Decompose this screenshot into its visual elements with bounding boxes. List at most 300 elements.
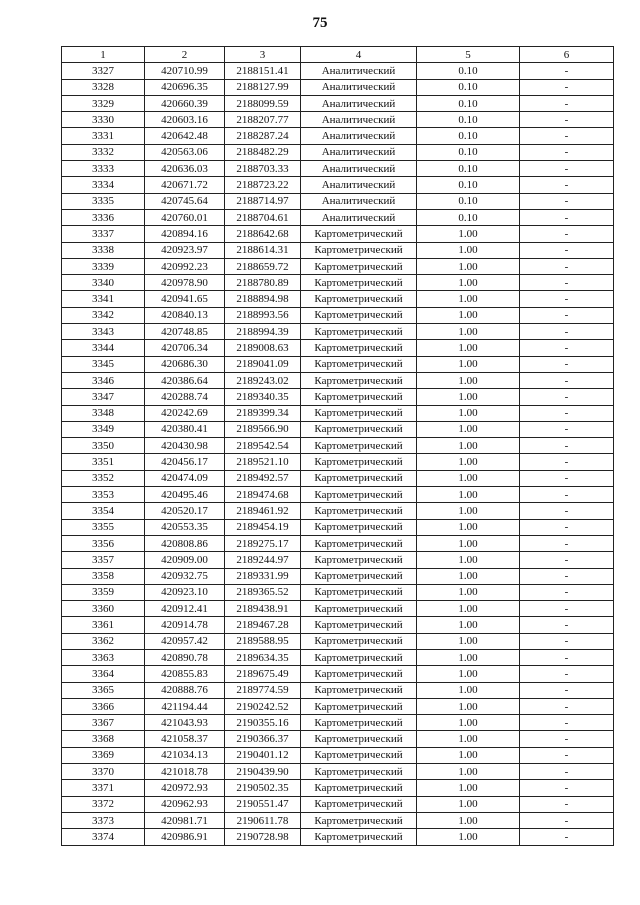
table-row [62,79,614,95]
table-cell: 2190502.35 [225,780,301,796]
table-cell: Картометрический [301,291,417,307]
table-row [62,128,614,144]
table-row [62,764,614,780]
table-cell: 1.00 [417,601,520,617]
table-cell: 2190728.98 [225,829,301,845]
table-row [62,405,614,421]
table-cell: - [520,796,614,812]
table-cell: Картометрический [301,454,417,470]
table-cell: - [520,470,614,486]
table-cell: - [520,731,614,747]
table-row [62,454,614,470]
table-cell: 2188127.99 [225,79,301,95]
table-cell: 3374 [62,829,145,845]
table-cell: - [520,324,614,340]
table-cell: 420706.34 [145,340,225,356]
column-header: 4 [301,47,417,63]
table-cell: - [520,209,614,225]
table-cell: 1.00 [417,389,520,405]
table-cell: 1.00 [417,812,520,828]
table-cell: 1.00 [417,617,520,633]
table-cell: 1.00 [417,715,520,731]
table-row [62,144,614,160]
table-cell: - [520,454,614,470]
table-cell: 420495.46 [145,487,225,503]
table-row [62,503,614,519]
table-cell: 2189438.91 [225,601,301,617]
table-row [62,242,614,258]
table-row [62,340,614,356]
table-row [62,112,614,128]
table-cell: Картометрический [301,649,417,665]
table-cell: 420808.86 [145,535,225,551]
table-cell: Аналитический [301,161,417,177]
table-cell: 420957.42 [145,633,225,649]
table-cell: - [520,63,614,79]
table-cell: 420553.35 [145,519,225,535]
table-cell: Картометрический [301,535,417,551]
table-cell: 420890.78 [145,649,225,665]
table-row [62,584,614,600]
table-cell: 3343 [62,324,145,340]
table-cell: 0.10 [417,63,520,79]
table-row [62,372,614,388]
table-cell: 420748.85 [145,324,225,340]
table-cell: Картометрический [301,812,417,828]
table-cell: 3348 [62,405,145,421]
table-cell: 2188723.22 [225,177,301,193]
table-cell: - [520,535,614,551]
table-cell: 3334 [62,177,145,193]
table-row [62,796,614,812]
table-row [62,389,614,405]
table-cell: 3327 [62,63,145,79]
table-cell: 420642.48 [145,128,225,144]
table-cell: Картометрический [301,796,417,812]
table-cell: - [520,193,614,209]
table-cell: 3350 [62,438,145,454]
table-row [62,421,614,437]
table-cell: 1.00 [417,780,520,796]
table-cell: 3361 [62,617,145,633]
table-cell: Аналитический [301,95,417,111]
table-cell: Картометрический [301,356,417,372]
table-row [62,193,614,209]
table-cell: - [520,503,614,519]
table-cell: - [520,372,614,388]
table-row [62,731,614,747]
table-cell: 2189588.95 [225,633,301,649]
table-cell: 1.00 [417,519,520,535]
table-cell: 3363 [62,649,145,665]
table-cell: 3371 [62,780,145,796]
table-cell: 3333 [62,161,145,177]
table-cell: 2189365.52 [225,584,301,600]
table-cell: 1.00 [417,698,520,714]
table-row [62,95,614,111]
table-cell: 1.00 [417,372,520,388]
table-cell: 3353 [62,487,145,503]
table-cell: 420430.98 [145,438,225,454]
table-cell: Аналитический [301,112,417,128]
table-cell: - [520,666,614,682]
table-cell: - [520,79,614,95]
table-cell: 1.00 [417,796,520,812]
table-cell: Картометрический [301,242,417,258]
table-cell: Картометрический [301,405,417,421]
table-cell: 3329 [62,95,145,111]
table-cell: 2190401.12 [225,747,301,763]
table-cell: 3347 [62,389,145,405]
table-cell: 3346 [62,372,145,388]
table-cell: 3342 [62,307,145,323]
table-cell: - [520,161,614,177]
table-cell: 420909.00 [145,552,225,568]
table-cell: 2188703.33 [225,161,301,177]
table-cell: 3352 [62,470,145,486]
table-cell: 420242.69 [145,405,225,421]
table-header-row [62,47,614,63]
table-cell: - [520,340,614,356]
table-cell: 1.00 [417,324,520,340]
table-cell: Картометрический [301,324,417,340]
table-cell: 2190366.37 [225,731,301,747]
table-cell: 3373 [62,812,145,828]
table-cell: 2188993.56 [225,307,301,323]
table-cell: 3372 [62,796,145,812]
table-cell: Картометрический [301,731,417,747]
table-cell: 2189566.90 [225,421,301,437]
table-cell: 3335 [62,193,145,209]
table-cell: 3366 [62,698,145,714]
table-cell: 1.00 [417,649,520,665]
table-row [62,666,614,682]
table-cell: - [520,568,614,584]
table-row [62,63,614,79]
table-cell: 1.00 [417,503,520,519]
table-cell: Картометрический [301,584,417,600]
table-cell: Картометрический [301,552,417,568]
table-cell: - [520,242,614,258]
table-cell: 420660.39 [145,95,225,111]
table-cell: - [520,421,614,437]
table-cell: Картометрический [301,519,417,535]
table-cell: 2189331.99 [225,568,301,584]
table-cell: Картометрический [301,470,417,486]
table-cell: - [520,812,614,828]
table-cell: 420710.99 [145,63,225,79]
table-cell: 3357 [62,552,145,568]
table-cell: 1.00 [417,421,520,437]
table-cell: 2188207.77 [225,112,301,128]
table-cell: 421194.44 [145,698,225,714]
table-cell: 2190551.47 [225,796,301,812]
table-cell: 420671.72 [145,177,225,193]
table-cell: 421018.78 [145,764,225,780]
table-cell: 2188894.98 [225,291,301,307]
table-cell: 420981.71 [145,812,225,828]
table-cell: 2189041.09 [225,356,301,372]
table-cell: - [520,438,614,454]
table-cell: 420745.64 [145,193,225,209]
table-cell: 3359 [62,584,145,600]
table-row [62,487,614,503]
column-header: 5 [417,47,520,63]
table-cell: 1.00 [417,291,520,307]
table-cell: 3351 [62,454,145,470]
table-cell: Картометрический [301,421,417,437]
table-cell: - [520,112,614,128]
table-cell: 420386.64 [145,372,225,388]
table-row [62,552,614,568]
table-cell: 3358 [62,568,145,584]
table-cell: 1.00 [417,242,520,258]
table-row [62,177,614,193]
table-cell: 1.00 [417,258,520,274]
table-cell: 1.00 [417,470,520,486]
table-cell: 3330 [62,112,145,128]
table-cell: 3368 [62,731,145,747]
column-header: 2 [145,47,225,63]
table-cell: 420760.01 [145,209,225,225]
table-cell: - [520,764,614,780]
table-cell: 1.00 [417,764,520,780]
table-cell: Картометрический [301,829,417,845]
table-cell: Картометрический [301,715,417,731]
table-cell: 3369 [62,747,145,763]
table-cell: 1.00 [417,356,520,372]
table-cell: Картометрический [301,389,417,405]
table-cell: - [520,649,614,665]
table-cell: Картометрический [301,617,417,633]
table-cell: Картометрический [301,568,417,584]
table-cell: - [520,780,614,796]
table-row [62,324,614,340]
table-row [62,519,614,535]
table-cell: 420962.93 [145,796,225,812]
table-cell: 2188099.59 [225,95,301,111]
table-cell: 0.10 [417,128,520,144]
table-cell: 1.00 [417,584,520,600]
table-cell: - [520,405,614,421]
table-cell: 3341 [62,291,145,307]
table-cell: 1.00 [417,666,520,682]
table-cell: 1.00 [417,535,520,551]
table-cell: 420474.09 [145,470,225,486]
table-cell: 2189461.92 [225,503,301,519]
table-cell: 2189399.34 [225,405,301,421]
table-cell: 420932.75 [145,568,225,584]
table-cell: - [520,519,614,535]
table-cell: Аналитический [301,209,417,225]
table-cell: 3338 [62,242,145,258]
table-cell: 2190611.78 [225,812,301,828]
table-cell: 3367 [62,715,145,731]
table-cell: 421043.93 [145,715,225,731]
table-cell: Картометрический [301,633,417,649]
table-cell: 2189467.28 [225,617,301,633]
table-cell: 3328 [62,79,145,95]
table-cell: - [520,633,614,649]
table-row [62,470,614,486]
table-cell: 420380.41 [145,421,225,437]
table-cell: 2188994.39 [225,324,301,340]
table-row [62,161,614,177]
table-cell: 1.00 [417,275,520,291]
table-cell: 2189454.19 [225,519,301,535]
table-cell: - [520,682,614,698]
table-cell: Картометрический [301,487,417,503]
table-cell: 2189275.17 [225,535,301,551]
column-header: 6 [520,47,614,63]
table-cell: - [520,389,614,405]
table-cell: - [520,258,614,274]
table-cell: 2188614.31 [225,242,301,258]
table-cell: 3331 [62,128,145,144]
table-cell: - [520,552,614,568]
table-cell: - [520,747,614,763]
table-cell: 0.10 [417,177,520,193]
table-cell: Картометрический [301,682,417,698]
table-cell: 420941.65 [145,291,225,307]
table-cell: Аналитический [301,128,417,144]
table-row [62,649,614,665]
table-cell: 2189243.02 [225,372,301,388]
table-cell: 0.10 [417,79,520,95]
table-cell: 2190355.16 [225,715,301,731]
table-cell: Аналитический [301,63,417,79]
table-cell: 3370 [62,764,145,780]
table-cell: 3360 [62,601,145,617]
table-cell: 3344 [62,340,145,356]
table-cell: 2190242.52 [225,698,301,714]
table-cell: 1.00 [417,340,520,356]
table-row [62,747,614,763]
table-cell: 2188482.29 [225,144,301,160]
table-cell: 2189521.10 [225,454,301,470]
table-cell: 420686.30 [145,356,225,372]
table-cell: 2189774.59 [225,682,301,698]
table-cell: 3345 [62,356,145,372]
table-row [62,291,614,307]
table-cell: Картометрический [301,764,417,780]
table-cell: 420923.97 [145,242,225,258]
table-cell: Аналитический [301,144,417,160]
table-cell: 2188704.61 [225,209,301,225]
table-row [62,226,614,242]
table-cell: 2189340.35 [225,389,301,405]
table-cell: Картометрический [301,307,417,323]
table-cell: - [520,601,614,617]
table-row [62,780,614,796]
table-cell: 1.00 [417,747,520,763]
table-row [62,307,614,323]
table-cell: Картометрический [301,747,417,763]
table-cell: 3339 [62,258,145,274]
table-cell: 420912.41 [145,601,225,617]
table-cell: Аналитический [301,177,417,193]
table-cell: 420855.83 [145,666,225,682]
table-row [62,633,614,649]
table-cell: 3356 [62,535,145,551]
table-cell: 3340 [62,275,145,291]
table-cell: 420603.16 [145,112,225,128]
table-row [62,617,614,633]
table-cell: 1.00 [417,731,520,747]
table-cell: 2189542.54 [225,438,301,454]
table-row [62,438,614,454]
table-cell: Картометрический [301,340,417,356]
table-cell: Картометрический [301,226,417,242]
table-cell: - [520,584,614,600]
table-cell: - [520,487,614,503]
table-cell: 2189008.63 [225,340,301,356]
table-cell: Картометрический [301,372,417,388]
table-cell: 1.00 [417,682,520,698]
table-cell: 420888.76 [145,682,225,698]
coordinates-table [61,46,614,846]
table-cell: 1.00 [417,568,520,584]
table-row [62,258,614,274]
table-cell: 420636.03 [145,161,225,177]
table-cell: Картометрический [301,503,417,519]
table-cell: - [520,698,614,714]
table-cell: 1.00 [417,307,520,323]
table-cell: 1.00 [417,454,520,470]
table-cell: - [520,144,614,160]
table-cell: 420978.90 [145,275,225,291]
table-cell: 2188714.97 [225,193,301,209]
table-cell: - [520,95,614,111]
table-cell: - [520,226,614,242]
table-row [62,682,614,698]
table-cell: 2188659.72 [225,258,301,274]
table-cell: 0.10 [417,193,520,209]
table-cell: 420520.17 [145,503,225,519]
table-row [62,356,614,372]
table-cell: 420923.10 [145,584,225,600]
table-cell: - [520,715,614,731]
table-cell: Картометрический [301,698,417,714]
table-cell: 0.10 [417,112,520,128]
table-cell: - [520,177,614,193]
table-row [62,209,614,225]
table-cell: 1.00 [417,438,520,454]
table-cell: 3332 [62,144,145,160]
table-cell: Картометрический [301,601,417,617]
table-cell: 2190439.90 [225,764,301,780]
table-cell: - [520,275,614,291]
table-cell: 420972.93 [145,780,225,796]
table-cell: 3337 [62,226,145,242]
table-cell: 420992.23 [145,258,225,274]
table-cell: 1.00 [417,487,520,503]
column-header: 1 [62,47,145,63]
table-body [62,63,614,845]
table-cell: - [520,291,614,307]
table-cell: 2188642.68 [225,226,301,242]
table-cell: 2189474.68 [225,487,301,503]
table-cell: Картометрический [301,438,417,454]
table-cell: Картометрический [301,666,417,682]
table-cell: 420456.17 [145,454,225,470]
table-cell: 2188780.89 [225,275,301,291]
table-cell: 420986.91 [145,829,225,845]
table-cell: 1.00 [417,405,520,421]
table-cell: 3355 [62,519,145,535]
table-cell: 3349 [62,421,145,437]
table-cell: Аналитический [301,193,417,209]
